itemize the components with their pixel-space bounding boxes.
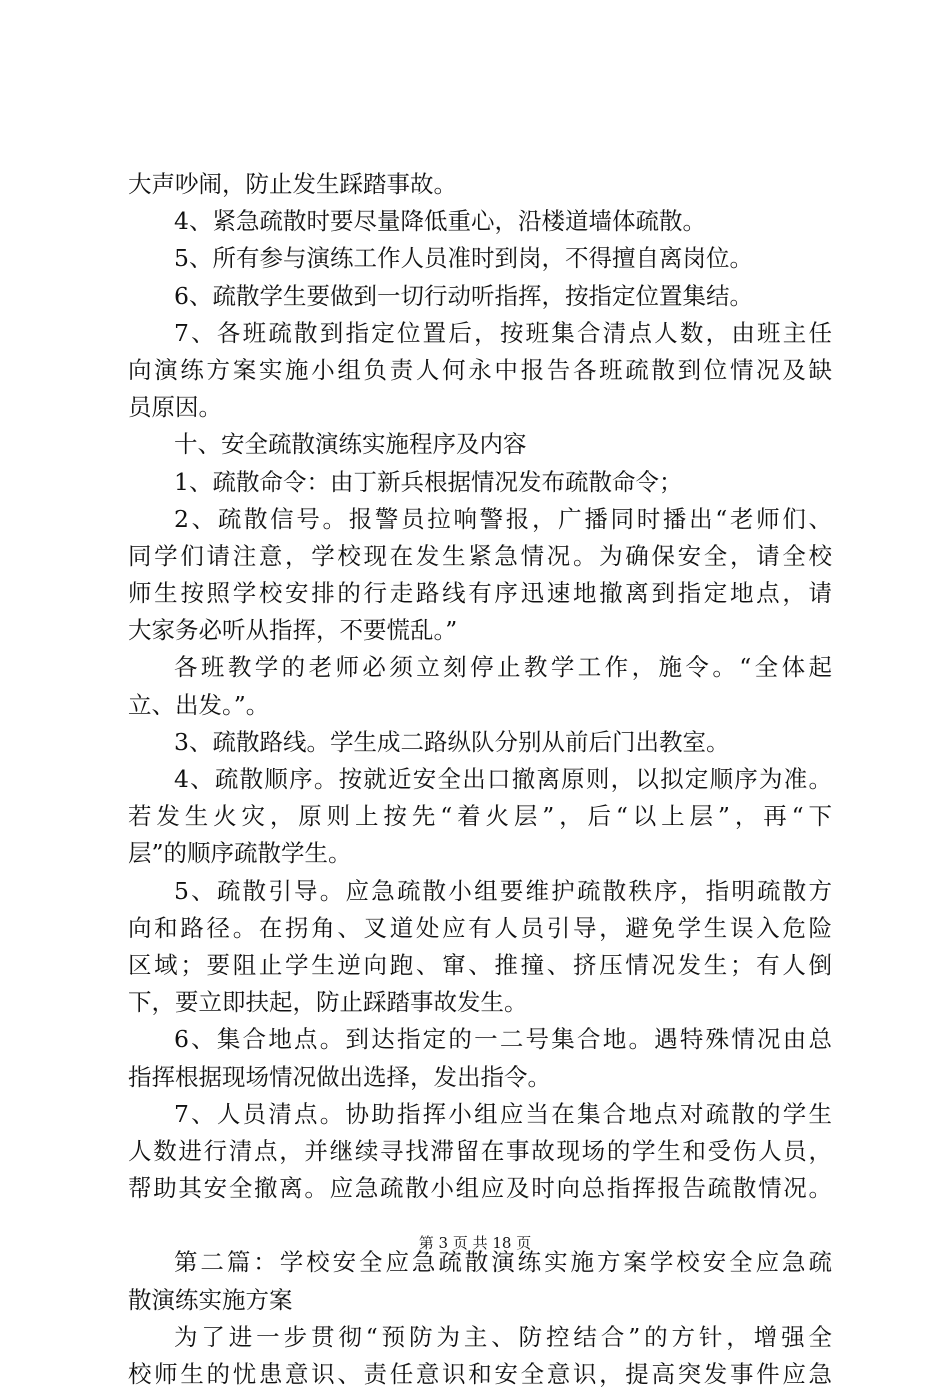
text-line: 向演练方案实施小组负责人何永中报告各班疏散到位情况及缺 [128,355,832,384]
text-line: 十、安全疏散演练实施程序及内容 [174,430,527,459]
text-line: 下，要立即扶起，防止踩踏事故发生。 [128,988,528,1017]
text-line: 若发生火灾，原则上按先“着火层”，后“以上层”，再“下 [128,802,832,831]
text-line: 师生按照学校安排的行走路线有序迅速地撤离到指定地点，请 [128,579,832,608]
text-line: 7、人员清点。协助指挥小组应当在集合地点对疏散的学生 [174,1099,832,1128]
text-line: 6、集合地点。到达指定的一二号集合地。遇特殊情况由总 [174,1025,832,1054]
text-line: 立、出发。”。 [128,690,270,719]
text-line: 大家务必听从指挥，不要慌乱。” [128,616,458,645]
page-footer: 第 3 页 共 18 页 [418,1234,532,1252]
text-line: 各班教学的老师必须立刻停止教学工作，施令。“全体起 [174,653,832,682]
text-line: 为了进一步贯彻“预防为主、防控结合”的方针，增强全 [174,1322,832,1351]
text-line: 第二篇：学校安全应急疏散演练实施方案学校安全应急疏 [174,1248,832,1277]
text-line: 4、疏散顺序。按就近安全出口撤离原则，以拟定顺序为准。 [174,765,832,793]
text-line: 员原因。 [128,393,222,422]
text-line: 层”的顺序疏散学生。 [128,839,352,868]
text-line: 指挥根据现场情况做出选择，发出指令。 [128,1062,551,1091]
text-line: 人数进行清点，并继续寻找滞留在事故现场的学生和受伤人员， [128,1136,832,1165]
text-line: 2、疏散信号。报警员拉响警报，广播同时播出“老师们、 [174,504,832,533]
text-line: 向和路径。在拐角、叉道处应有人员引导，避免学生误入危险 [128,913,832,942]
text-line: 3、疏散路线。学生成二路纵队分别从前后门出教室。 [174,727,730,756]
text-line: 5、所有参与演练工作人员准时到岗，不得擅自离岗位。 [174,244,753,273]
text-line: 4、紧急疏散时要尽量降低重心，沿楼道墙体疏散。 [174,207,706,236]
text-line: 6、疏散学生要做到一切行动听指挥，按指定位置集结。 [174,281,753,310]
text-line: 5、疏散引导。应急疏散小组要维护疏散秩序，指明疏散方 [174,876,832,905]
text-line: 大声吵闹，防止发生踩踏事故。 [128,170,457,198]
text-line: 1、疏散命令：由丁新兵根据情况发布疏散命令； [174,467,683,496]
text-line: 帮助其安全撤离。应急疏散小组应及时向总指挥报告疏散情况。 [128,1174,832,1203]
text-line: 区域；要阻止学生逆向跑、窜、推撞、挤压情况发生；有人倒 [128,950,832,979]
text-line: 散演练实施方案 [128,1285,293,1314]
text-line: 同学们请注意，学校现在发生紧急情况。为确保安全，请全校 [128,541,832,570]
text-line: 7、各班疏散到指定位置后，按班集合清点人数，由班主任 [174,318,832,347]
document-body [128,166,832,1393]
text-line: 校师生的忧患意识、责任意识和安全意识，提高突发事件应急 [128,1360,832,1388]
